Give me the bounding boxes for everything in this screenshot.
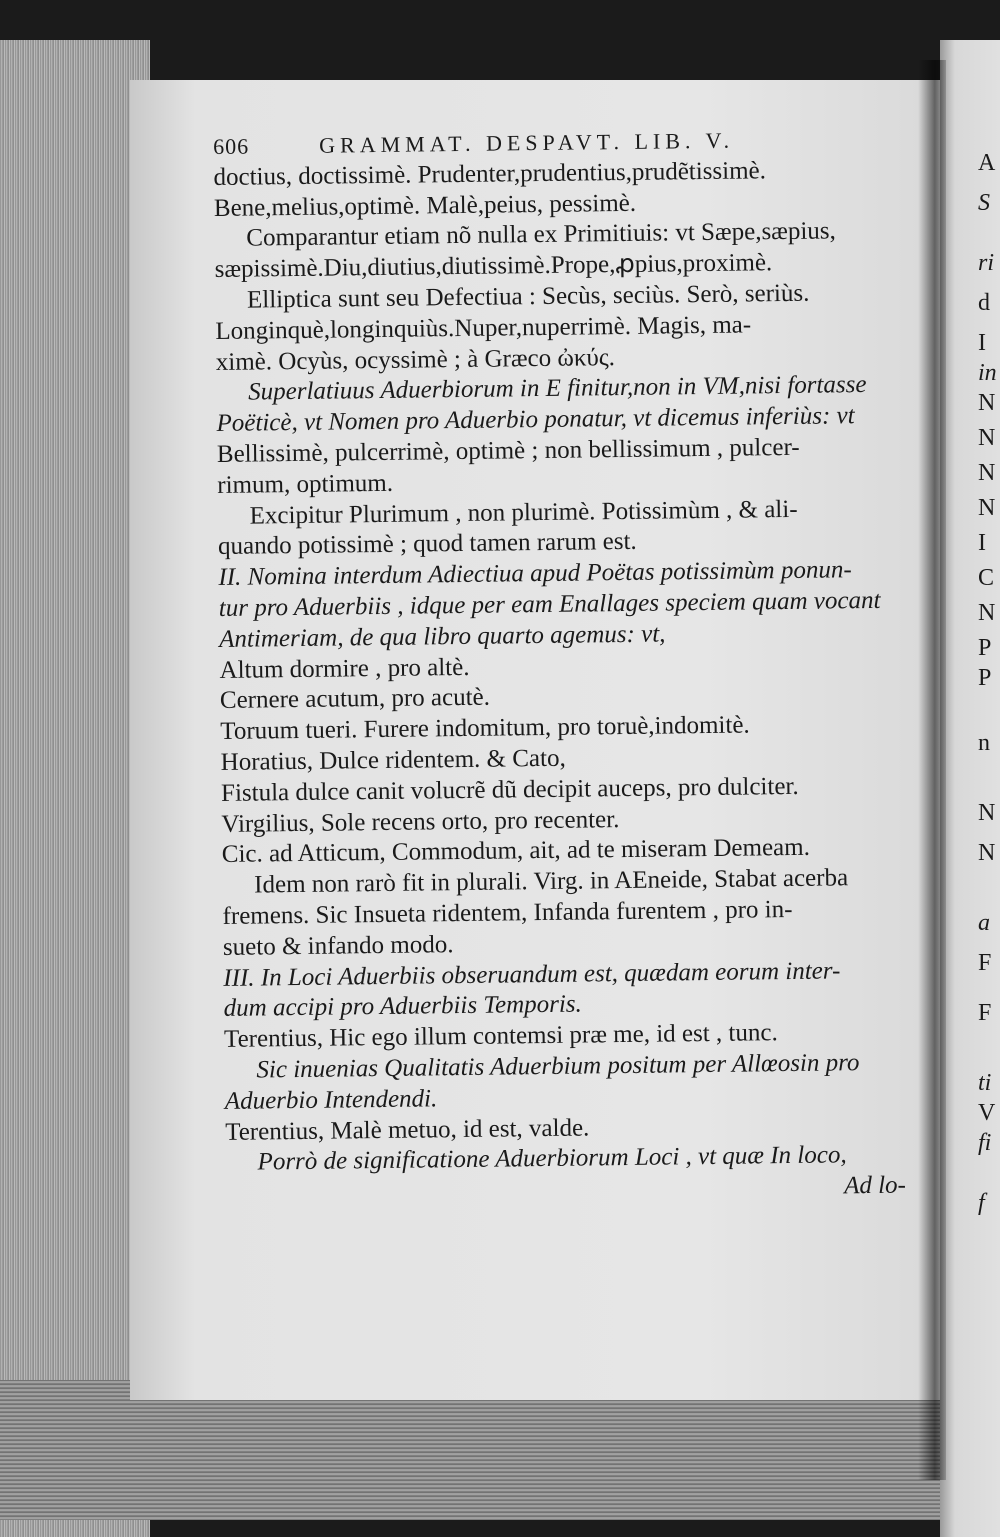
text-line: rimum, optimum. bbox=[217, 469, 394, 499]
facing-page-letter: n bbox=[978, 730, 990, 756]
facing-page-letter: I bbox=[978, 330, 986, 356]
text-line: Fistula dulce canit volucrẽ dũ decipit auceps, pro dulciter. bbox=[220, 772, 799, 807]
facing-page-letter: C bbox=[978, 565, 995, 591]
text-line: dum accipi pro Aduerbiis Temporis. bbox=[223, 990, 582, 1023]
facing-page-letter: ri bbox=[978, 250, 995, 276]
facing-page-letter: I bbox=[978, 530, 986, 556]
text-line: doctius, doctissimè. Prudenter,prudentius,prudẽtissimè. bbox=[213, 157, 767, 191]
page-edges-left bbox=[0, 40, 150, 1537]
text-line: Terentius, Malè metuo, id est, valde. bbox=[225, 1113, 590, 1146]
text-line: sueto & infando modo. bbox=[222, 930, 454, 961]
text-line: Ad lo- bbox=[843, 1171, 907, 1200]
page-number: 606 bbox=[213, 133, 250, 159]
facing-page-letter: d bbox=[978, 290, 990, 316]
text-line: Aduerbio Intendendi. bbox=[224, 1085, 438, 1115]
text-line: ximè. Ocyùs, ocyssimè ; à Græco ὠκύς. bbox=[215, 343, 616, 376]
text-line: Porrò de significatione Aduerbiorum Loci , vt quæ In loco, bbox=[257, 1141, 847, 1176]
facing-page-letter: P bbox=[978, 665, 992, 691]
running-title: GRAMMAT. DESPAVT. LIB. V. bbox=[319, 127, 735, 158]
facing-page-letter: N bbox=[978, 495, 996, 521]
text-line: Longinquè,longinquiùs.Nuper,nuperrimè. Magis, ma- bbox=[215, 311, 752, 345]
facing-page-letter: A bbox=[978, 150, 996, 176]
text-line: III. In Loci Aduerbiis obseruandum est, quædam eorum inter- bbox=[223, 956, 841, 992]
facing-page-letter: V bbox=[978, 1100, 996, 1126]
facing-page-letter: P bbox=[978, 635, 992, 661]
text-line: Poëticè, vt Nomen pro Aduerbio ponatur, vt dicemus inferiùs: vt bbox=[216, 402, 855, 438]
facing-page-letter: N bbox=[978, 425, 996, 451]
text-line: Cernere acutum, pro acutè. bbox=[219, 684, 491, 715]
page-text bbox=[213, 123, 926, 1209]
text-line: Idem non rarò fit in plurali. Virg. in AEneide, Stabat acerba bbox=[254, 864, 849, 899]
facing-page-letter: N bbox=[978, 390, 996, 416]
text-line: Cic. ad Atticum, Commodum, ait, ad te miseram Demeam. bbox=[221, 834, 811, 869]
body-lines bbox=[213, 154, 926, 1210]
facing-page-letter: S bbox=[978, 190, 990, 216]
facing-page-letter: ti bbox=[978, 1070, 992, 1096]
text-line: fremens. Sic Insueta ridentem, Infanda furentem , pro in- bbox=[222, 895, 793, 930]
text-line: Bene,melius,optimè. Malè,peius, pessimè. bbox=[213, 189, 637, 222]
facing-page-letter: N bbox=[978, 800, 996, 826]
text-line: Altum dormire , pro altè. bbox=[219, 653, 470, 684]
facing-page-letter: F bbox=[978, 950, 992, 976]
facing-page-letter: in bbox=[978, 360, 997, 386]
text-line: Terentius, Hic ego illum contemsi præ me, id est , tunc. bbox=[223, 1019, 778, 1054]
text-line: Superlatiuus Aduerbiorum in E finitur,non in VM,nisi fortasse bbox=[248, 371, 867, 406]
text-line: Bellissimè, pulcerrimè, optimè ; non bellissimum , pulcer- bbox=[216, 433, 800, 468]
text-line: Horatius, Dulce ridentem. & Cato, bbox=[220, 744, 566, 776]
text-line: Comparantur etiam nõ nulla ex Primitiuis: vt Sæpe,sæpius, bbox=[246, 217, 836, 252]
facing-page-letter: a bbox=[978, 910, 990, 936]
facing-page-letter: F bbox=[978, 1000, 992, 1026]
text-line: Toruum tueri. Furere indomitum, pro toruè,indomitè. bbox=[220, 711, 750, 746]
text-line: tur pro Aduerbiis , idque per eam Enallages speciem quam vocant bbox=[218, 586, 881, 622]
page-edges-bottom bbox=[0, 1380, 960, 1520]
text-line: Antimeriam, de qua libro quarto agemus: vt, bbox=[219, 620, 666, 653]
text-line: Excipitur Plurimum , non plurimè. Potissimùm , & ali- bbox=[249, 495, 798, 530]
text-line: Elliptica sunt seu Defectiua : Secùs, seciùs. Serò, seriùs. bbox=[246, 279, 810, 314]
facing-page-letter: N bbox=[978, 840, 996, 866]
text-line: Virgilius, Sole recens orto, pro recenter. bbox=[221, 805, 620, 838]
book-gutter bbox=[918, 60, 946, 1480]
text-line: II. Nomina interdum Adiectiua apud Poëtas potissimùm ponun- bbox=[218, 556, 852, 592]
facing-page-letter: f bbox=[978, 1190, 985, 1216]
facing-page-letter: N bbox=[978, 600, 996, 626]
text-line: quando potissimè ; quod tamen rarum est. bbox=[217, 528, 637, 561]
text-line: Sic inuenias Qualitatis Aduerbium positum per Allœosin pro bbox=[256, 1049, 860, 1084]
facing-page-letter: N bbox=[978, 460, 996, 486]
text-line: sæpissimè.Diu,diutius,diutissimè.Prope,ꝓpius,proximè. bbox=[214, 249, 773, 284]
facing-page-letter: fi bbox=[978, 1130, 992, 1156]
